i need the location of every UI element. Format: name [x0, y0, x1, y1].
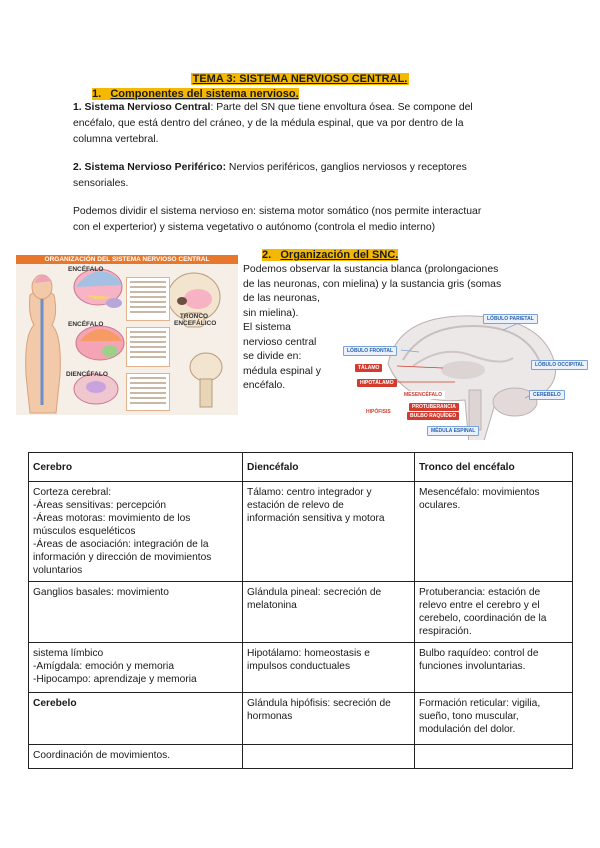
cns-infographic — [16, 255, 238, 415]
notes-box — [126, 277, 170, 321]
label-occipital: LÓBULO OCCIPITAL — [531, 360, 588, 370]
snp-definition: 2. Sistema Nervioso Periférico: Nervios periféricos, ganglios nerviosos y receptores sensoriales. — [73, 162, 467, 189]
label-hipotalamo: HIPOTÁLAMO — [357, 379, 397, 387]
table-cell: Protuberancia: estación de relevo entre el cerebro y el cerebelo, coordinación de la respiración. — [415, 582, 573, 643]
label-medula: MÉDULA ESPINAL — [427, 426, 479, 436]
table-cell: Bulbo raquídeo: control de funciones involuntarias. — [415, 643, 573, 693]
notes-box — [126, 373, 170, 411]
table-row — [29, 582, 573, 643]
table-cell: sistema límbico -Amígdala: emoción y memoria -Hipocampo: aprendizaje y memoria — [29, 643, 243, 693]
column-header: Diencéfalo — [243, 453, 415, 482]
table-cell: Glándula pineal: secreción de melatonina — [243, 582, 415, 643]
label-frontal: LÓBULO FRONTAL — [343, 346, 397, 356]
label-parietal: LÓBULO PARIETAL — [483, 314, 538, 324]
label-bulbo: BULBO RAQUÍDEO — [407, 412, 459, 420]
table-cell: Mesencéfalo: movimientos oculares. — [415, 482, 573, 582]
label-protuberancia: PROTUBERANCIA — [409, 403, 459, 411]
table-row — [29, 693, 573, 745]
infographic-label: TRONCO ENCEFÁLICO — [174, 313, 217, 327]
table-cell: Hipotálamo: homeostasis e impulsos conductuales — [243, 643, 415, 693]
snc-organization-text: Podemos observar la sustancia blanca (prolongaciones de las neuronas, con mielina) y la sustancia gris (somas de las neuronas, sin mielina). El sistema nervioso central se divide en: médula espinal y encéfalo. — [243, 264, 502, 391]
nervous-system-division: Podemos dividir el sistema nervioso en: sistema motor somático (nos permite interactuar con el experterior) y sistema vegetativo o autónomo (controla el medio interno) — [73, 206, 482, 233]
section-1-heading: 1. Componentes del sistema nervioso. — [92, 88, 299, 100]
table-cell: Tálamo: centro integrador y estación de relevo de información sensitiva y motora — [243, 482, 415, 582]
table-header-row — [29, 453, 573, 482]
table-cell: Cerebelo — [29, 693, 243, 745]
table-cell: Formación reticular: vigilia, sueño, tono muscular, modulación del dolor. — [415, 693, 573, 745]
table-cell: Glándula hipófisis: secreción de hormonas — [243, 693, 415, 745]
section-2-heading: 2. Organización del SNC. — [262, 249, 399, 261]
column-header: Cerebro — [29, 453, 243, 482]
infographic-label: ENCÉFALO — [68, 266, 104, 273]
table-row — [29, 643, 573, 693]
infographic-banner: ORGANIZACIÓN DEL SISTEMA NERVIOSO CENTRAL — [16, 255, 238, 264]
table-row — [29, 482, 573, 582]
label-mesencefalo: MESENCÉFALO — [401, 391, 445, 399]
brain-structures-table — [28, 452, 573, 769]
table-row — [29, 745, 573, 769]
notes-box — [126, 327, 170, 367]
sagittal-brain-diagram — [343, 302, 583, 440]
label-hipofisis: HIPÓFISIS — [363, 408, 394, 416]
label-talamo: TÁLAMO — [355, 364, 382, 372]
snc-definition: 1. Sistema Nervioso Central: Parte del SN que tiene envoltura ósea. Se compone del encéfalo, que está dentro del cráneo, y de la médula espinal, que va por dentro de la columna vertebral. — [73, 102, 473, 145]
infographic-label: DIENCÉFALO — [66, 371, 108, 378]
table-cell: Corteza cerebral: -Áreas sensitivas: percepción -Áreas motoras: movimiento de los músculos esqueléticos -Áreas de asociación: integración de la información y dirección de movimientos voluntarios — [29, 482, 243, 582]
label-cerebelo: CEREBELO — [529, 390, 565, 400]
page-title: TEMA 3: SISTEMA NERVIOSO CENTRAL. — [192, 73, 408, 85]
table-cell — [415, 745, 573, 769]
infographic-label: ENCÉFALO — [68, 321, 104, 328]
table-cell: Ganglios basales: movimiento — [29, 582, 243, 643]
column-header: Tronco del encéfalo — [415, 453, 573, 482]
table-cell: Coordinación de movimientos. — [29, 745, 243, 769]
table-cell — [243, 745, 415, 769]
